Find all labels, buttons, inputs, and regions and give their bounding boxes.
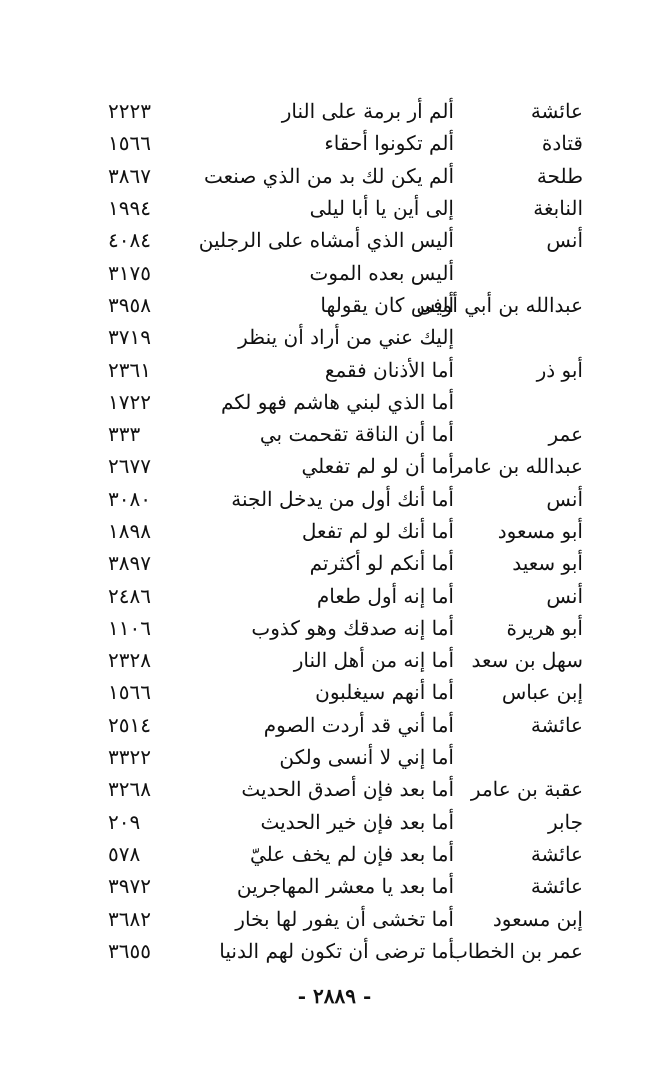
narrator-name: عائشة	[530, 712, 583, 737]
hadith-phrase: أما إنه من أهل النار	[293, 648, 454, 673]
index-row	[108, 676, 583, 708]
index-row	[108, 450, 583, 482]
narrator-name: إبن عباس	[501, 680, 583, 705]
hadith-phrase: أليس الذي أمشاه على الرجلين	[198, 228, 454, 253]
narrator-name: أنس	[546, 486, 583, 511]
hadith-number: ٣٨٦٧	[108, 163, 151, 188]
hadith-number: ١١٠٦	[108, 615, 151, 640]
index-row	[108, 515, 583, 547]
index-row	[108, 95, 583, 127]
hadith-number: ٣٩٧٢	[108, 874, 151, 899]
narrator-name: عبدالله بن عامر	[452, 454, 583, 479]
index-row	[108, 870, 583, 902]
narrator-name: إبن مسعود	[492, 906, 583, 931]
index-row	[108, 902, 583, 934]
hadith-number: ١٨٩٨	[108, 519, 151, 543]
hadith-number: ١٧٢٢	[108, 389, 151, 414]
index-row	[108, 644, 583, 676]
hadith-phrase: أما بعد فإن لم يخف عليّ	[249, 841, 454, 866]
hadith-number: ٢٣٢٨	[108, 648, 151, 673]
narrator-name: طلحة	[536, 163, 583, 188]
hadith-number: ٤٠٨٤	[108, 228, 151, 253]
hadith-number: ١٥٦٦	[108, 680, 151, 705]
index-row	[108, 321, 583, 353]
index-row	[108, 547, 583, 579]
hadith-number: ٢٤٨٦	[108, 583, 151, 608]
hadith-number: ٣٦٨٢	[108, 906, 151, 931]
hadith-phrase: أما أني قد أردت الصوم	[263, 712, 454, 737]
hadith-phrase: أما أنهم سيغلبون	[315, 680, 454, 705]
hadith-phrase: أما أن لو لم تفعلي	[301, 454, 454, 479]
index-row	[108, 160, 583, 192]
index-row	[108, 289, 583, 321]
index-row	[108, 935, 583, 967]
narrator-name: أبو هريرة	[506, 615, 583, 640]
hadith-phrase: أما تخشى أن يفور لها بخار	[235, 906, 454, 931]
hadith-index-table	[108, 95, 583, 967]
hadith-phrase: إلى أين يا أبا ليلى	[309, 196, 454, 221]
index-row	[108, 386, 583, 418]
hadith-number: ١٥٦٦	[108, 131, 151, 156]
narrator-name: عائشة	[530, 874, 583, 899]
narrator-name: قتادة	[541, 131, 583, 156]
hadith-number: ٥٧٨	[108, 841, 141, 866]
page-number: - ٢٨٨٩ -	[297, 984, 372, 1008]
index-row	[108, 612, 583, 644]
hadith-phrase: ألم تكونوا أحقاء	[324, 131, 454, 156]
index-row	[108, 418, 583, 450]
index-row	[108, 192, 583, 224]
hadith-phrase: أما أن الناقة تقحمت بي	[259, 422, 454, 447]
narrator-name: سهل بن سعد	[471, 648, 583, 673]
index-row	[108, 838, 583, 870]
hadith-number: ٣٣٣	[108, 422, 141, 447]
hadith-phrase: أما إنه أول طعام	[316, 583, 454, 608]
hadith-phrase: أما إنه صدقك وهو كذوب	[251, 615, 454, 640]
narrator-name: أبو سعيد	[512, 551, 583, 576]
narrator-name: عائشة	[530, 841, 583, 866]
index-row	[108, 806, 583, 838]
hadith-phrase: أما ترضى أن تكون لهم الدنيا	[219, 938, 454, 963]
hadith-phrase: أليس بعده الموت	[309, 260, 454, 285]
hadith-number: ٣١٧٥	[108, 260, 151, 285]
index-row	[108, 579, 583, 611]
hadith-number: ٢٢٢٣	[108, 99, 151, 124]
hadith-phrase: أما بعد يا معشر المهاجرين	[236, 874, 454, 899]
index-row	[108, 773, 583, 805]
hadith-number: ٣٠٨٠	[108, 486, 151, 511]
hadith-number: ٣٩٥٨	[108, 292, 151, 317]
hadith-number: ٣٧١٩	[108, 325, 151, 350]
hadith-phrase: أما الأذنان فقمع	[324, 357, 454, 382]
narrator-name: أنس	[546, 583, 583, 608]
narrator-name: عائشة	[530, 99, 583, 124]
hadith-phrase: أما بعد فإن أصدق الحديث	[241, 777, 454, 802]
narrator-name: عقبة بن عامر	[470, 777, 583, 802]
hadith-number: ٣٨٩٧	[108, 551, 151, 576]
index-row	[108, 741, 583, 773]
hadith-phrase: أما إني لا أنسى ولكن	[279, 745, 454, 770]
hadith-phrase: ألم أر برمة على النار	[281, 99, 454, 124]
index-row	[108, 127, 583, 159]
hadith-phrase: أما أنك لو لم تفعل	[301, 519, 454, 543]
hadith-number: ٣٣٢٢	[108, 745, 151, 770]
hadith-phrase: أما أنك أول من يدخل الجنة	[231, 486, 454, 511]
index-row	[108, 709, 583, 741]
hadith-number: ٢٣٦١	[108, 357, 151, 382]
narrator-name: عمر بن الخطاب	[449, 938, 583, 963]
narrator-name: عبدالله بن أبي أوفى	[416, 292, 583, 317]
narrator-name: عمر	[548, 422, 583, 447]
narrator-name: أنس	[546, 228, 583, 253]
hadith-number: ٢٦٧٧	[108, 454, 151, 479]
index-row	[108, 256, 583, 288]
hadith-phrase: إليك عني من أراد أن ينظر	[238, 325, 454, 350]
hadith-number: ٢٥١٤	[108, 712, 151, 737]
hadith-number: ١٩٩٤	[108, 196, 151, 221]
index-row	[108, 483, 583, 515]
hadith-phrase: أما الذي لبني هاشم فهو لكم	[220, 389, 454, 414]
narrator-name: جابر	[547, 809, 583, 834]
hadith-phrase: أما أنكم لو أكثرتم	[309, 551, 454, 576]
index-row	[108, 353, 583, 385]
index-row	[108, 224, 583, 256]
hadith-phrase: أليس كان يقولها	[320, 292, 454, 317]
narrator-name: أبو مسعود	[497, 519, 583, 543]
hadith-phrase: أما بعد فإن خير الحديث	[260, 809, 454, 834]
narrator-name: النابغة	[533, 196, 583, 221]
hadith-number: ٣٦٥٥	[108, 938, 151, 963]
hadith-number: ٢٠٩	[108, 809, 141, 834]
hadith-phrase: ألم يكن لك بد من الذي صنعت	[204, 163, 454, 188]
narrator-name: أبو ذر	[536, 357, 583, 382]
hadith-number: ٣٢٦٨	[108, 777, 151, 802]
